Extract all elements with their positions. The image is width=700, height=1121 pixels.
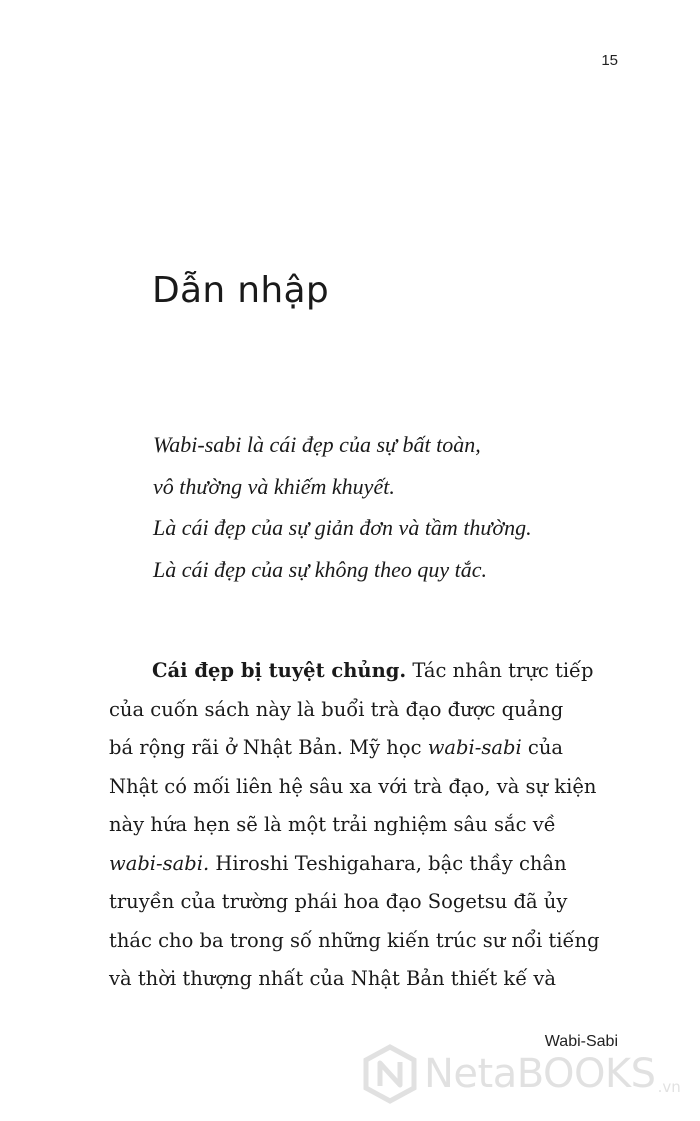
body-text-run: Tác nhân trực tiếp [406,659,594,682]
epigraph [153,424,532,590]
lead-in-bold: Cái đẹp bị tuyệt chủng. [152,659,407,682]
italic-term: wabi-sabi [427,736,522,759]
running-footer: Wabi-Sabi [544,1033,618,1050]
italic-term: wabi-sabi. [109,851,210,875]
body-line: và thời thượng nhất của Nhật Bản thiết kế và [109,967,557,990]
body-text-run: Hiroshi Teshigahara, bậc thầy chân [209,851,567,875]
body-paragraph [109,652,629,999]
body-line [109,729,629,768]
body-line: truyền của trường phái hoa đạo Sogetsu đã ủy [109,890,568,913]
body-line [109,652,629,691]
netabooks-logo-icon [362,1044,418,1104]
body-text-run: của [521,736,564,759]
epigraph-line: Wabi-sabi là cái đẹp của sự bất toàn, [153,432,481,457]
chapter-title: Dẫn nhập [152,270,329,311]
watermark-logo [362,1044,681,1104]
watermark-suffix: .vn [657,1078,681,1096]
epigraph-line: vô thường và khiếm khuyết. [153,473,395,499]
watermark-text: NetaBOOKS [424,1051,656,1097]
body-line [109,845,629,884]
body-line: này hứa hẹn sẽ là một trải nghiệm sâu sắc về [109,813,556,836]
epigraph-line: Là cái đẹp của sự giản đơn và tầm thường. [153,515,532,540]
body-line: thác cho ba trong số những kiến trúc sư nổi tiếng [109,928,600,952]
body-text-run: bá rộng rãi ở Nhật Bản. Mỹ học [109,736,428,759]
page-number: 15 [601,52,618,69]
body-line: Nhật có mối liên hệ sâu xa với trà đạo, và sự kiện [109,774,597,798]
body-line: của cuốn sách này là buổi trà đạo được quảng [109,697,564,721]
epigraph-line: Là cái đẹp của sự không theo quy tắc. [153,556,487,582]
